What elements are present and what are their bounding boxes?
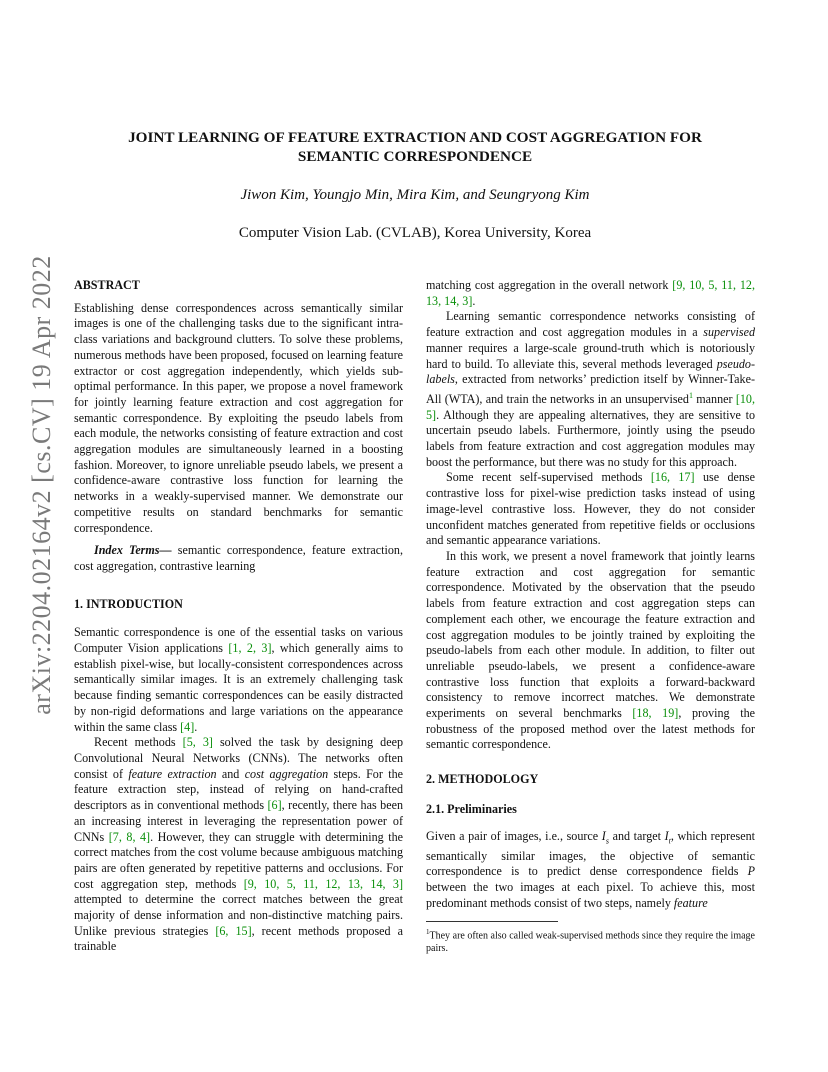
methodology-paragraph-1 [426, 829, 755, 912]
footnote [426, 926, 755, 955]
citation-link[interactable]: [6] [267, 798, 282, 813]
paper-title [74, 129, 756, 166]
text-run: Recent methods [94, 735, 183, 750]
text-run: Semantic correspondence is one of the essential tasks on various Computer Vision applications [74, 625, 403, 656]
intro-paragraph-4 [426, 470, 755, 549]
arxiv-sidebar-stamp [22, 200, 62, 770]
text-run: Learning semantic correspondence networks consisting of feature extraction and cost aggregation modules in a [426, 309, 755, 340]
emphasis: cost aggregation [244, 766, 329, 781]
text-run: , which generally aims to establish pixel-wise, but locally-consistent correspondences across semantically similar images. It is an extremely challenging task because finding semantic correspondences can be easily distracted by non-rigid deformations and large variations on the appearance within the same class [74, 641, 403, 734]
emphasis: feature extraction [128, 766, 217, 781]
text-run: , proving the robustness of the proposed method over the latest methods for semantic correspondence. [426, 706, 755, 752]
citation-link[interactable]: [9, 10, 5, 11, 12, 13, 14, 3] [426, 278, 755, 308]
text-run: attempted to determine the correct matches between the great majority of dense information and non-distinctive matching pairs. Unlike previous strategies [74, 892, 403, 938]
emphasis: supervised [703, 325, 755, 340]
text-run: . [472, 293, 476, 308]
intro-heading: 1. INTRODUCTION [74, 596, 183, 611]
text-run: , which represent semantically similar images, the objective of semantic correspondence is to predict dense correspondence fields [426, 828, 755, 879]
text-run: , recently, there has been an increasing interest in leveraging the representation power of CNNs [74, 798, 403, 844]
footnote-mark: 1 [426, 928, 430, 937]
text-run: manner requires a large-scale ground-truth which is notoriously hard to build. To alleviate this, several methods leveraged [426, 340, 755, 371]
footnote-divider [426, 921, 558, 922]
index-terms [74, 543, 403, 574]
text-run: , recent methods proposed a trainable [74, 923, 403, 954]
citation-link[interactable]: [18, 19] [632, 706, 679, 721]
text-run: between the two images at each pixel. To achieve this, most predominant methods consist of two steps, namely [426, 880, 755, 910]
citation-link[interactable]: [9, 10, 5, 11, 12, 13, 14, 3] [243, 876, 403, 891]
math-symbol: I [601, 828, 606, 843]
text-run: Some recent self-supervised methods [446, 470, 651, 485]
index-terms-text: semantic correspondence, feature extraction, cost aggregation, contrastive learning [74, 543, 404, 573]
intro-paragraph-1 [74, 625, 403, 735]
math-symbol: I [664, 828, 669, 843]
intro-paragraph-3 [426, 309, 755, 470]
footnote-marker-link[interactable]: 1 [688, 390, 693, 400]
emphasis: feature [673, 895, 708, 910]
arxiv-id: arXiv:2204.02164v2 [cs.CV] 19 Apr 2022 [27, 255, 56, 715]
footnote-text: They are often also called weak-supervised methods since they require the image pairs. [426, 930, 755, 955]
abstract-heading: ABSTRACT [74, 278, 140, 292]
preliminaries-heading: 2.1. Preliminaries [426, 801, 517, 816]
citation-link[interactable]: [5, 3] [182, 735, 213, 750]
text-run: and [216, 766, 245, 781]
text-run: steps. For the feature extraction step, instead of relying on hand-crafted descriptors as in conventional methods [74, 766, 403, 813]
methodology-heading: 2. METHODOLOGY [426, 772, 539, 787]
text-run: matching cost aggregation in the overall network [426, 278, 673, 292]
title-line-1: JOINT LEARNING OF FEATURE EXTRACTION AND COST AGGREGATION FOR [128, 129, 702, 146]
citation-link[interactable]: [7, 8, 4] [108, 829, 151, 844]
affiliation: Computer Vision Lab. (CVLAB), Korea University, Korea [238, 225, 592, 241]
text-run: In this work, we present a novel framework that jointly learns feature extraction and cost aggregation for semantic correspondence. Motivated by the observation that the pseudo labels from feature extraction and cost aggregation steps can complement each other, we encourage the feature extraction and cost aggregation modules to be jointly trained by exploiting the pseudo-labels from each other module. In addition, to filter out unreliable pseudo-labels, we present a confidence-aware contrastive loss function that exploits a forward-backward consistency to remove incorrect matches. We demonstrate experiments on several benchmarks [426, 548, 755, 721]
text-run: . However, they can struggle with determining the correct matches from the cost volume because ambiguous matching pairs are often generated by repetitive patterns and occlusions. For cost aggregation step, methods [74, 829, 403, 891]
abstract-text: Establishing dense correspondences across semantically similar images is one of the challenging tasks due to the significant intra-class variations and background clutters. To solve these problems, numerous methods have been proposed, focused on learning feature extractor or cost aggregation independently, which yields sub-optimal performance. In this paper, we propose a novel framework for jointly learning feature extraction and cost aggregation for semantic correspondence. By exploiting the pseudo labels from each module, the networks consisting of feature extraction and cost aggregation modules are simultaneously learned in a boosting fashion. Moreover, to ignore unreliable pseudo labels, we present a confidence-aware contrastive loss function for learning the networks in a weakly-supervised manner. We demonstrate our competitive results on standard benchmarks for semantic correspondence. [74, 300, 403, 535]
title-line-2: SEMANTIC CORRESPONDENCE [297, 147, 533, 165]
citation-link[interactable]: [1, 2, 3] [228, 641, 272, 656]
text-run: , extracted from networks’ prediction itself by Winner-Take-All (WTA), and train the networks in an unsupervised [426, 372, 755, 406]
citation-link[interactable]: [6, 15] [215, 923, 252, 938]
intro-continued [426, 278, 755, 309]
citation-link[interactable]: [4] [180, 719, 195, 734]
emphasis: pseudo-labels [426, 356, 755, 387]
authors: Jiwon Kim, Youngjo Min, Mira Kim, and Seungryong Kim [240, 187, 590, 203]
intro-paragraph-5 [426, 549, 755, 753]
citation-link[interactable]: [10, 5] [426, 391, 755, 422]
math-subscript: t [668, 835, 671, 845]
math-symbol: P [747, 864, 755, 879]
math-subscript: s [605, 835, 609, 845]
text-run: solved the task by designing deep Convolutional Neural Networks (CNNs). The networks often consist of [74, 735, 403, 781]
citation-link[interactable]: [16, 17] [650, 470, 695, 485]
text-run: and target [608, 828, 665, 843]
text-run: use dense contrastive loss for pixel-wise prediction tasks instead of using image-level contrastive loss. However, they do not consider unconfident matches generated from repetitive fields or occlusions and semantic appearance variations. [426, 470, 755, 548]
intro-paragraph-2 [74, 735, 403, 955]
text-run: manner [692, 391, 736, 406]
right-column [426, 278, 755, 956]
text-run: . Although they are appealing alternatives, they are sensitive to uncertain pseudo labels. Furthermore, jointly using the pseudo labels from feature extraction and cost aggregation modules may boost the performance, but there was no study for this approach. [426, 407, 755, 469]
text-run: . [194, 719, 198, 734]
text-run: Given a pair of images, i.e., source [426, 828, 602, 843]
index-terms-label: Index Terms— [94, 543, 172, 558]
left-column [74, 278, 403, 955]
